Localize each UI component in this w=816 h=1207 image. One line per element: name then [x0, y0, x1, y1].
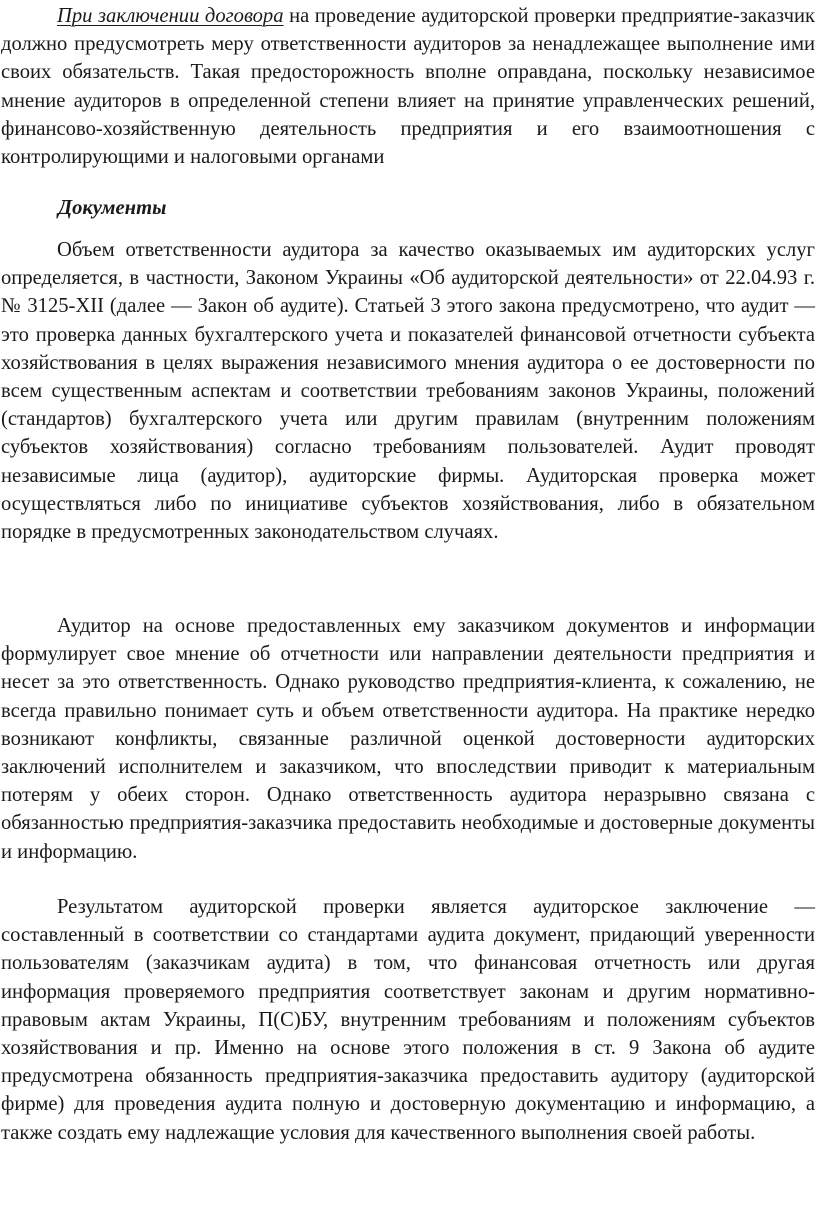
paragraph-contract	[1, 2, 815, 171]
section-heading-documents: Документы	[58, 197, 167, 219]
paragraph-auditor-opinion: Аудитор на основе предоставленных ему заказчиком документов и информации формулирует свое мнение об отчетности или направлении деятельности предприятия и несет за это ответственность. Однако руководство предприятия-клиента, к сожалению, не всегда правильно понимает суть и объем ответственности аудитора. На практике нередко возникают конфликты, связанные различной оценкой достоверности аудиторских заключений исполнителем и заказчиком, что впоследствии приводит к материальным потерям у обеих сторон. Однако ответственность аудитора неразрывно связана с обязанностью предприятия-заказчика предоставить необходимые и достоверные документы и информацию.	[1, 615, 815, 863]
paragraph-contract-text: на проведение аудиторской проверки предприятие-заказчик должно предусмотреть меру ответственности аудиторов за ненадлежащее выполнение ими своих обязательств. Такая предосторожность вполне оправдана, поскольку независимое мнение аудиторов в определенной степени влияет на принятие управленческих решений, финансово-хозяйственную деятельность предприятия и его взаимоотношения с контролирующими и налоговыми органами	[1, 5, 815, 169]
contract-emphasis: При заключении договора	[57, 5, 284, 27]
paragraph-audit-result: Результатом аудиторской проверки является аудиторское заключение — составленный в соответствии со стандартами аудита документ, придающий уверенности пользователям (заказчикам аудита) в том, что финансовая отчетность или другая информация проверяемого предприятия соответствует законам и другим нормативно-правовым актам Украины, П(С)БУ, внутренним требованиям и положениям субъектов хозяйствования и пр. Именно на основе этого положения в ст. 9 Закона об аудите предусмотрена обязанность предприятия-заказчика предоставить аудитору (аудиторской фирме) для проведения аудита полную и достоверную документацию и информацию, а также создать ему надлежащие условия для качественного выполнения своей работы.	[1, 896, 815, 1144]
paragraph-responsibility-scope: Объем ответственности аудитора за качество оказываемых им аудиторских услуг определяется, в частности, Законом Украины «Об аудиторской деятельности» от 22.04.93 г. № 3125-XII (далее — Закон об аудите). Статьей 3 этого закона предусмотрено, что аудит — это проверка данных бухгалтерского учета и показателей финансовой отчетности субъекта хозяйствования в целях выражения независимого мнения аудитора о ее достоверности по всем существенным аспектам и соответствии требованиям законов Украины, положений (стандартов) бухгалтерского учета или другим правилам (внутренним положениям субъектов хозяйствования) согласно требованиям пользователей. Аудит проводят независимые лица (аудитор), аудиторские фирмы. Аудиторская проверка может осуществляться либо по инициативе субъектов хозяйствования, либо в обязательном порядке в предусмотренных законодательством случаях.	[1, 239, 815, 544]
